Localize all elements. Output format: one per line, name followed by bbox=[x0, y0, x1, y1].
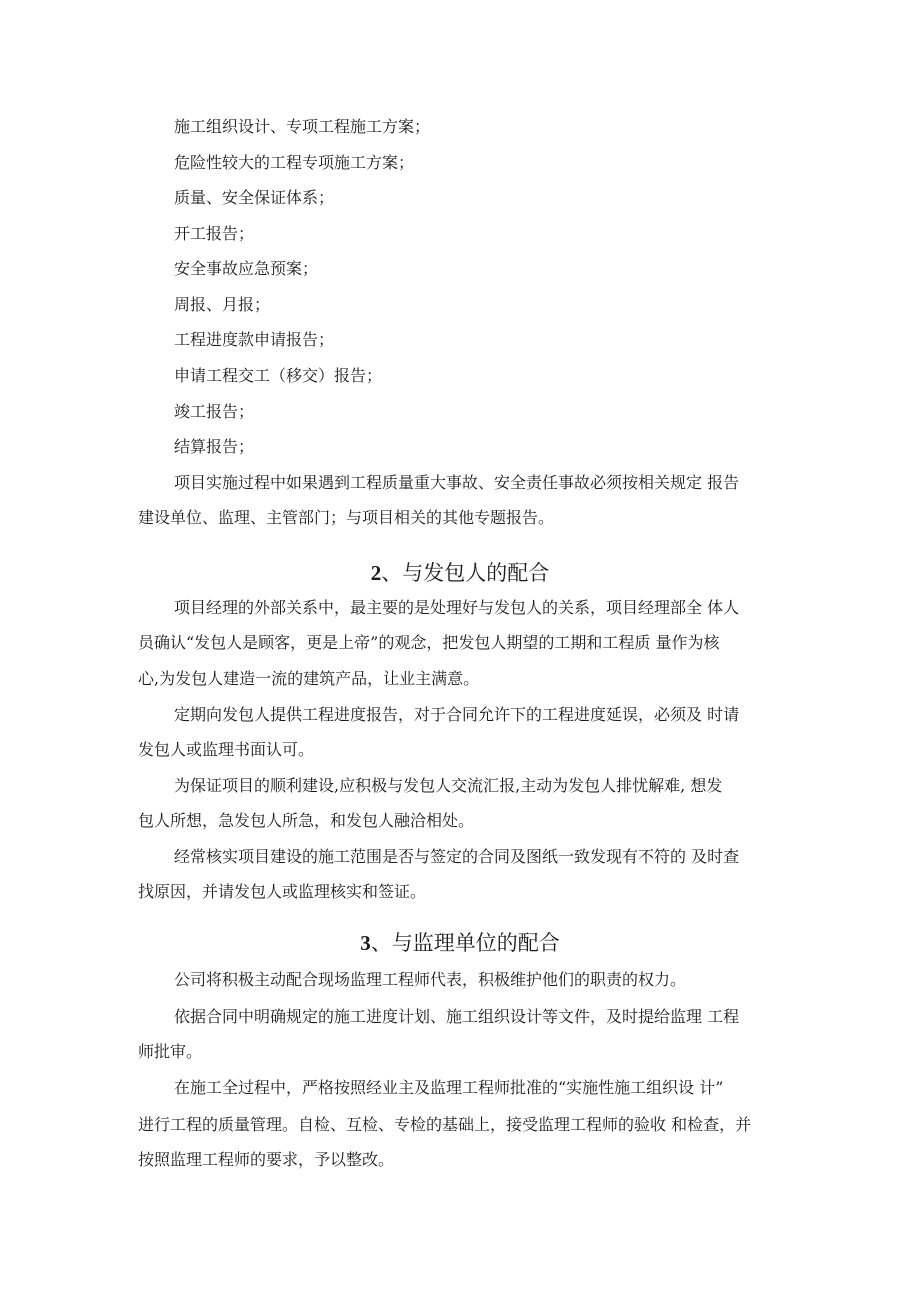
section-heading-2 bbox=[0, 560, 920, 586]
section-heading-3 bbox=[0, 930, 920, 956]
list-item: 质量、安全保证体系； bbox=[174, 188, 335, 207]
paragraph-line: 按照监理工程师的要求，予以整改。 bbox=[138, 1150, 395, 1169]
paragraph-line: 公司将积极主动配合现场监理工程师代表，积极维护他们的职责的权力。 bbox=[174, 970, 687, 989]
list-item: 开工报告； bbox=[174, 224, 255, 243]
list-item: 结算报告； bbox=[174, 437, 255, 456]
list-item: 申请工程交工（移交）报告； bbox=[174, 366, 383, 385]
section-title: 、与发包人的配合 bbox=[381, 561, 550, 585]
section-title: 、与监理单位的配合 bbox=[370, 931, 560, 955]
list-item: 危险性较大的工程专项施工方案； bbox=[174, 153, 415, 172]
paragraph-line: 员确认“发包人是顾客，更是上帝”的观念，把发包人期望的工期和工程质 量作为核 bbox=[138, 633, 720, 652]
paragraph-line: 为保证项目的顺利建设,应积极与发包人交流汇报,主动为发包人排忧解难, 想发 bbox=[174, 776, 723, 795]
paragraph-line: 包人所想，急发包人所急，和发包人融洽相处。 bbox=[138, 811, 475, 830]
paragraph-line: 建设单位、监理、主管部门；与项目相关的其他专题报告。 bbox=[138, 508, 555, 527]
paragraph-line: 经常核实项目建设的施工范围是否与签定的合同及图纸一致发现有不符的 及时查 bbox=[174, 847, 740, 866]
paragraph-line: 师批审。 bbox=[138, 1042, 203, 1061]
paragraph-line: 项目实施过程中如果遇到工程质量重大事故、安全责任事故必须按相关规定 报告 bbox=[174, 473, 740, 492]
list-item: 施工组织设计、专项工程施工方案； bbox=[174, 117, 431, 136]
list-item: 工程进度款申请报告； bbox=[174, 330, 335, 349]
paragraph-line: 定期向发包人提供工程进度报告，对于合同允许下的工程进度延误，必须及 时请 bbox=[174, 705, 740, 724]
list-item: 竣工报告； bbox=[174, 402, 255, 421]
paragraph-line: 在施工全过程中，严格按照经业主及监理工程师批准的“实施性施工组织设 计” bbox=[174, 1078, 724, 1097]
paragraph-line: 项目经理的外部关系中，最主要的是处理好与发包人的关系，项目经理部全 体人 bbox=[174, 598, 740, 617]
paragraph-line: 心,为发包人建造一流的建筑产品，让业主满意。 bbox=[138, 669, 480, 688]
list-item: 安全事故应急预案； bbox=[174, 259, 319, 278]
paragraph-line: 依据合同中明确规定的施工进度计划、施工组织设计等文件，及时提给监理 工程 bbox=[174, 1007, 740, 1026]
paragraph-line: 进行工程的质量管理。自检、互检、专检的基础上，接受监理工程师的验收 和检查，并 bbox=[138, 1115, 752, 1134]
paragraph-line: 找原因，并请发包人或监理核实和签证。 bbox=[138, 882, 427, 901]
section-number: 3 bbox=[360, 931, 371, 955]
section-number: 2 bbox=[370, 561, 382, 585]
paragraph-line: 发包人或监理书面认可。 bbox=[138, 740, 315, 759]
list-item: 周报、月报； bbox=[174, 295, 271, 314]
